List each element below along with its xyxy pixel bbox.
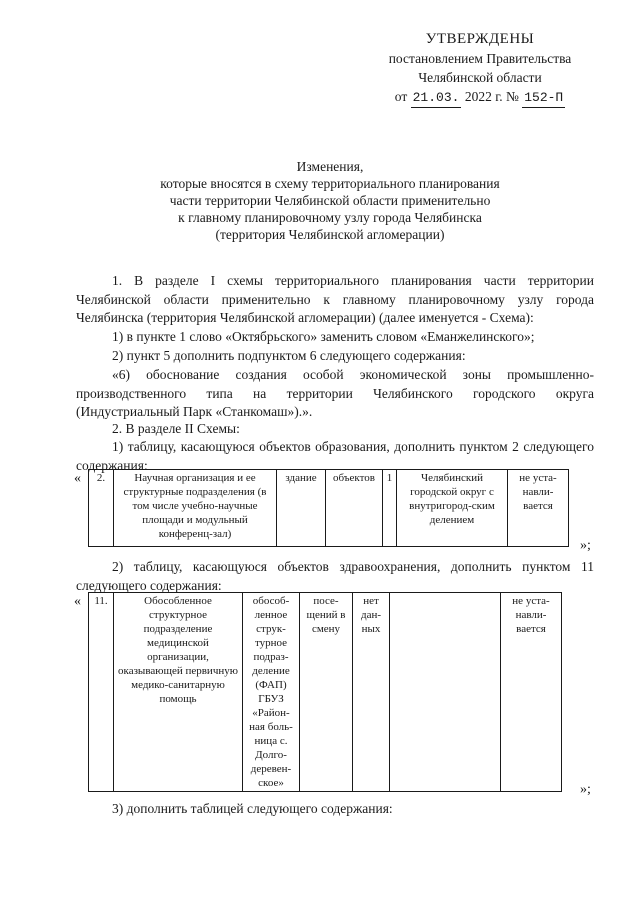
title-line: которые вносятся в схему территориального планирования bbox=[160, 176, 500, 191]
paragraph-7: 2) таблицу, касающуюся объектов здравоохранения, дополнить пунктом 11 следующего содержания: bbox=[76, 559, 594, 593]
table-cell: 1 bbox=[383, 470, 397, 547]
approval-block bbox=[370, 30, 590, 108]
document-title bbox=[80, 158, 580, 243]
table-cell: посе-щений в смену bbox=[300, 593, 353, 792]
table-cell: объектов bbox=[326, 470, 383, 547]
approval-year: 2022 г. № bbox=[464, 89, 519, 104]
table2-close-quote: »; bbox=[580, 782, 591, 797]
table-cell: 2. bbox=[89, 470, 114, 547]
table-cell: Научная организация и ее структурные подразделения (в том числе учебно-научные площади и модульный конференц-зал) bbox=[114, 470, 277, 547]
table-cell: Челябинский городской округ с внутригород-ским делением bbox=[397, 470, 508, 547]
approval-date-line bbox=[370, 87, 590, 108]
table-row bbox=[89, 470, 569, 547]
approval-prefix: от bbox=[394, 89, 408, 104]
table-cell: нет дан-ных bbox=[353, 593, 390, 792]
approval-heading: УТВЕРЖДЕНЫ bbox=[425, 31, 535, 47]
title-line: (территория Челябинской агломерации) bbox=[215, 227, 445, 242]
table-cell: здание bbox=[277, 470, 326, 547]
table1-close-quote: »; bbox=[580, 538, 591, 553]
paragraph-8: 3) дополнить таблицей следующего содержания: bbox=[112, 801, 393, 816]
approval-date: 21.03. bbox=[411, 88, 462, 108]
table1-open-quote: « bbox=[74, 471, 81, 486]
table-education bbox=[88, 469, 569, 547]
table-cell: не уста-навли-вается bbox=[501, 593, 562, 792]
approval-line: Челябинской области bbox=[418, 70, 542, 85]
paragraph-3: 2) пункт 5 дополнить подпунктом 6 следующего содержания: bbox=[112, 348, 466, 363]
approval-number: 152-П bbox=[522, 88, 565, 108]
table-cell: 11. bbox=[89, 593, 114, 792]
table2-open-quote: « bbox=[74, 594, 81, 609]
table-cell: обособ-ленное струк-турное подраз-деление (ФАП) ГБУЗ «Район-ная боль-ница с. Долго-деревен-ское» bbox=[243, 593, 300, 792]
title-line: Изменения, bbox=[296, 159, 364, 174]
paragraph-4: «6) обоснование создания особой экономической зоны промышленно-производственного типа на территории Челябинского городского округа (Индустриальный Парк «Станкомаш»).». bbox=[76, 367, 594, 419]
paragraph-1: 1. В разделе I схемы территориального планирования части территории Челябинской области применительно к главному планировочному узлу города Челябинска (территория Челябинской агломерации) (далее именуется - Схема): bbox=[76, 273, 594, 325]
table-healthcare bbox=[88, 592, 562, 792]
approval-line: постановлением Правительства bbox=[388, 51, 572, 66]
table-cell: Обособленное структурное подразделение медицинской организации, оказывающей первичную медико-санитарную помощь bbox=[114, 593, 243, 792]
paragraph-5: 2. В разделе II Схемы: bbox=[112, 421, 240, 436]
paragraph-6: 1) таблицу, касающуюся объектов образования, дополнить пунктом 2 следующего содержания: bbox=[76, 439, 594, 473]
title-line: к главному планировочному узлу города Челябинска bbox=[178, 210, 482, 225]
title-line: части территории Челябинской области применительно bbox=[169, 193, 491, 208]
table-cell bbox=[390, 593, 501, 792]
table-row bbox=[89, 593, 562, 792]
table-cell: не уста-навли-вается bbox=[508, 470, 569, 547]
paragraph-2: 1) в пункте 1 слово «Октябрьского» заменить словом «Еманжелинского»; bbox=[112, 329, 535, 344]
